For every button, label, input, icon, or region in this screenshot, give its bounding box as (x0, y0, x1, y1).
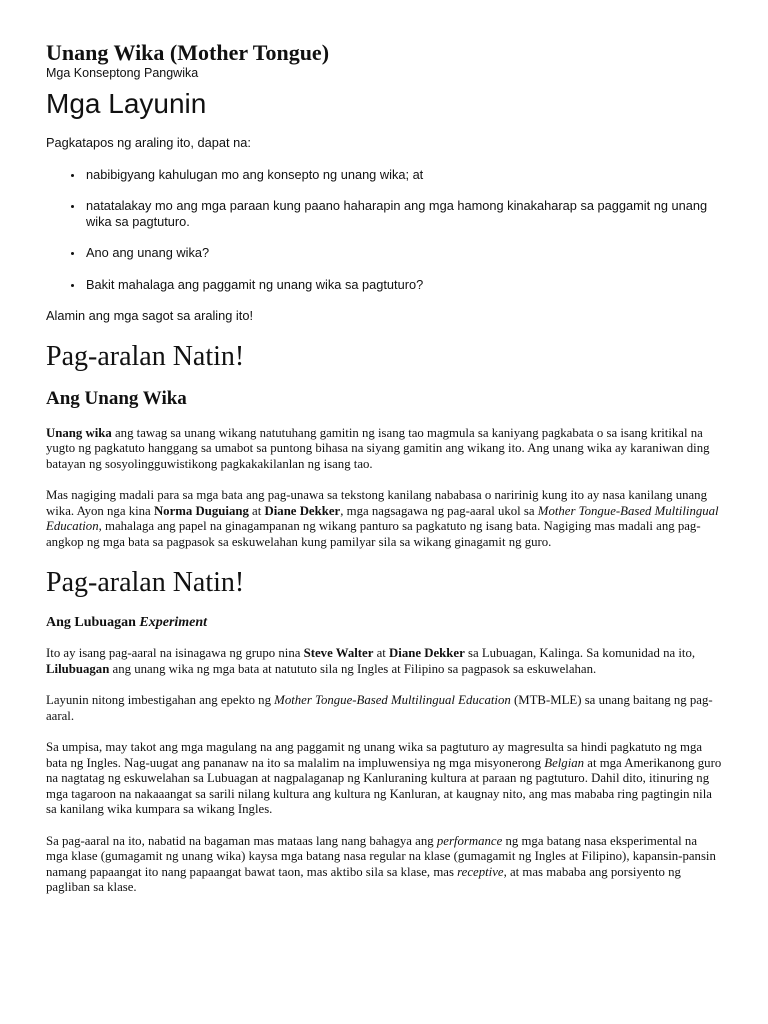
paragraph-text: at mga Amerikanong guro na nagtatag ng eskuwelahan sa Lubuagan at nagpalaganap ng Kanluraning kultura at paraan ng pagtuturo. Dahil dito, itinuring ng mga tagaroon na nakaaangat sa sarili nilang kultura ang kultura ng Kanluran, at kaugnay nito, ang mas mababa ring pagtingin nila sa kanilang wika kumpara sa wikang Ingles. (46, 755, 722, 816)
paragraph-text: , mahalaga ang papel na ginagampanan ng wikang panturo sa pagkatuto ng isang bata. Nagiging mas madali ang pag-angkop ng mga bata sa pagpasok sa eskuwelahan kung pamilyar sila sa wikang ginagamit ng guro. (46, 519, 701, 549)
italic-term: Mother Tongue-Based Multilingual Education (46, 503, 719, 533)
subheading-italic: Experiment (139, 615, 208, 630)
section2-paragraph-2 (46, 693, 722, 724)
section1-heading: Pag-aralan Natin! (46, 340, 245, 372)
paragraph-text: Ito ay isang pag-aaral na isinagawa ng grupo nina (46, 646, 304, 660)
italic-term: performance (436, 833, 503, 848)
objectives-list (46, 167, 722, 293)
section2-subheading (46, 614, 722, 632)
paragraph-text: , mga nagsagawa ng pag-aaral ukol sa (340, 503, 538, 518)
page-title: Unang Wika (Mother Tongue) (46, 40, 330, 65)
paragraph-text: Sa umpisa, may takot ang mga magulang na ang paggamit ng unang wika sa pagtuturo ay magresulta sa hindi pagkatuto ng mga bata ng Ingles. Nag-uugat ang pananaw na ito sa malalim na impluwensiya ng mga misyonerong (46, 740, 703, 770)
paragraph-text: at (248, 503, 265, 518)
author-name: Diane Dekker (264, 503, 341, 518)
paragraph-text: ng mga batang nasa eksperimental na mga klase (gumagamit ng unang wika) kaysa mga batang nasa regular na klase (gumagamit ng Ingles at Filipino), kapansin-pansin namang papaangat ito nang papaangat bawat taon, mas aktibo sila sa klase, mas (46, 833, 716, 879)
author-name: Norma Duguiang (153, 503, 249, 518)
section2-paragraph-3 (46, 740, 722, 818)
paragraph-text: Sa pag-aaral na ito, nabatid na bagaman mas mataas lang nang bahagya ang (46, 833, 437, 848)
list-item: • nabibigyang kahulugan mo ang konsepto ng unang wika; at (84, 167, 722, 183)
paragraph-text: Layunin nitong imbestigahan ang epekto ng (46, 693, 275, 707)
subheading-text: Ang Lubuagan (46, 615, 140, 630)
objectives-heading: Mga Layunin (46, 88, 207, 119)
section1-paragraph-1 (46, 426, 722, 473)
paragraph-text: sa Lubuagan, Kalinga. Sa komunidad na ito, (464, 646, 696, 660)
objectives-intro: Pagkatapos ng araling ito, dapat na: (46, 135, 251, 150)
paragraph-text: ang tawag sa unang wikang natutuhang gamitin ng isang tao magmula sa kaniyang pagkabata o sa isang kritikal na yugto ng pagkatuto hanggang sa umabot sa puntong bihasa na siyang gamitin ang wikang ito. Ang unang wika ay karaniwan ding batayan ng sosyolingguwistikong pagkakakilanlan ng isang tao. (46, 425, 710, 471)
author-name: Steve Walter (303, 646, 374, 660)
term-unang-wika: Unang wika (46, 425, 112, 440)
list-item: • Bakit mahalaga ang paggamit ng unang wika sa pagtuturo? (84, 277, 722, 293)
paragraph-text: (MTB-MLE) sa unang baitang ng pag-aaral. (46, 693, 713, 723)
section2-paragraph-4 (46, 834, 722, 896)
paragraph-text: at (373, 646, 390, 660)
italic-term: receptive (457, 864, 504, 879)
list-item: • natatalakay mo ang mga paraan kung paano haharapin ang mga hamong kinakaharap sa paggamit ng unang wika sa pagtuturo. (84, 198, 722, 229)
paragraph-text: Mas nagiging madali para sa mga bata ang pag-unawa sa tekstong kanilang nababasa o naririnig kung ito ay nasa kanilang unang wika. Ayon nga kina (46, 488, 707, 518)
italic-term: Mother Tongue-Based Multilingual Education (274, 693, 511, 707)
objectives-outro: Alamin ang mga sagot sa araling ito! (46, 308, 253, 323)
list-item: • Ano ang unang wika? (84, 245, 722, 261)
paragraph-text: ang unang wika ng mga bata at natututo sila ng Ingles at Filipino sa pagpasok sa eskuwelahan. (109, 661, 597, 676)
author-name: Diane Dekker (389, 646, 465, 660)
section1-subheading: Ang Unang Wika (46, 387, 187, 409)
section2-paragraph-1 (46, 646, 722, 677)
italic-term: Belgian (544, 755, 585, 770)
section1-paragraph-2 (46, 488, 722, 550)
language-name: Lilubuagan (46, 661, 110, 676)
page-subtitle: Mga Konseptong Pangwika (46, 66, 199, 80)
section2-heading: Pag-aralan Natin! (46, 567, 245, 598)
paragraph-text: , at mas mababa ang porsiyento ng pagliban sa klase. (46, 864, 681, 894)
